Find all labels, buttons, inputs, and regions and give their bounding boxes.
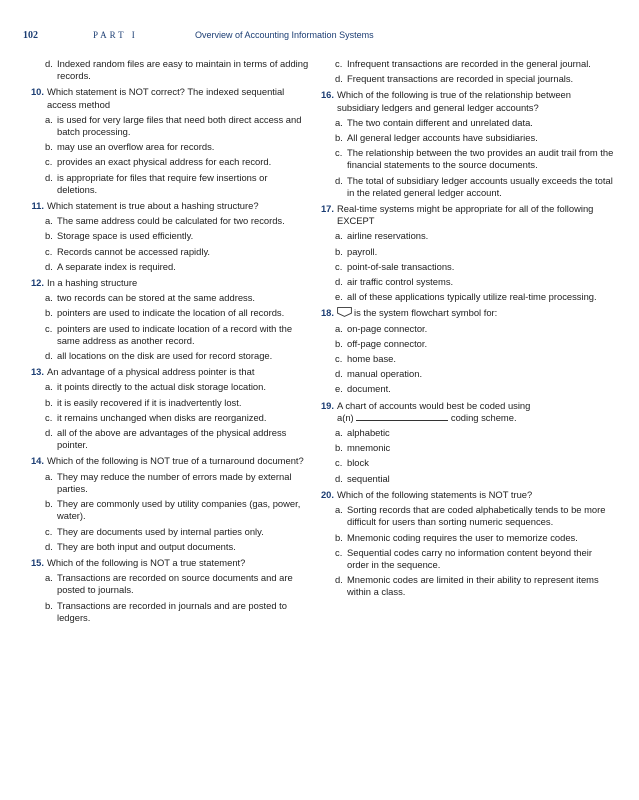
option-letter: c. <box>45 322 53 334</box>
option-text: home base. <box>347 353 396 365</box>
option-letter: b. <box>45 230 53 242</box>
option-letter: a. <box>45 381 53 393</box>
question-number: 14. <box>30 455 44 467</box>
question <box>313 489 615 501</box>
answer-option <box>313 368 615 380</box>
answer-option <box>313 473 615 485</box>
answer-option <box>313 338 615 350</box>
answer-option <box>313 230 615 242</box>
question-number: 16. <box>320 89 334 101</box>
option-text: two records can be stored at the same address. <box>57 292 256 304</box>
option-letter: c. <box>335 457 343 469</box>
option-text: The two contain different and unrelated data. <box>347 116 533 128</box>
option-letter: d. <box>45 58 53 69</box>
answer-option <box>23 541 310 553</box>
question <box>23 455 310 467</box>
option-text: air traffic control systems. <box>347 276 454 288</box>
answer-option <box>23 323 310 347</box>
question-text-suffix: coding scheme. <box>450 411 517 423</box>
option-text: Mnemonic codes are limited in their ability to represent items within a class. <box>347 574 599 598</box>
option-letter: d. <box>45 427 53 439</box>
right-column <box>313 58 615 602</box>
option-text: point-of-sale transactions. <box>347 260 455 272</box>
question-number: 15. <box>30 556 44 568</box>
question-text-prefix: a(n) <box>337 411 354 423</box>
option-letter: c. <box>45 245 53 257</box>
option-text: The total of subsidiary ledger accounts usually exceeds the total in the related general ledger account. <box>347 174 613 198</box>
option-letter: e. <box>335 383 343 395</box>
answer-option <box>313 353 615 365</box>
left-column <box>23 58 310 627</box>
option-letter: c. <box>335 353 343 365</box>
answer-option <box>23 572 310 596</box>
option-text: payroll. <box>347 245 378 257</box>
answer-option <box>313 58 615 70</box>
answer-option <box>23 381 310 393</box>
option-letter: c. <box>335 147 343 159</box>
option-letter: c. <box>45 156 53 168</box>
option-text: off-page connector. <box>347 337 428 349</box>
answer-option <box>23 526 310 538</box>
question-number: 11. <box>31 200 44 212</box>
question-text: In a hashing structure <box>47 277 138 289</box>
option-letter: d. <box>335 472 343 484</box>
answer-option <box>313 175 615 199</box>
option-letter: c. <box>335 546 343 558</box>
option-letter: b. <box>45 599 53 611</box>
option-letter: d. <box>335 574 343 586</box>
option-letter: b. <box>45 396 53 408</box>
question-text: An advantage of a physical address pointer is that <box>47 366 255 378</box>
option-letter: d. <box>335 174 343 186</box>
option-letter: b. <box>335 245 343 257</box>
option-letter: a. <box>335 504 343 516</box>
answer-option <box>23 114 310 138</box>
option-letter: a. <box>45 215 53 227</box>
option-text: is appropriate for files that require few insertions or deletions. <box>57 171 268 195</box>
option-text: Storage space is used efficiently. <box>57 230 194 242</box>
option-text: document. <box>347 383 391 395</box>
question-text: A chart of accounts would best be coded using <box>337 399 531 411</box>
option-text: The same address could be calculated for two records. <box>57 215 285 227</box>
option-text: it remains unchanged when disks are reorganized. <box>57 411 267 423</box>
fill-in-blank <box>356 412 448 421</box>
option-text: Records cannot be accessed rapidly. <box>57 245 211 257</box>
option-text: airline reservations. <box>347 230 429 242</box>
answer-option <box>23 172 310 196</box>
answer-option <box>23 292 310 304</box>
option-letter: a. <box>45 113 53 125</box>
option-text: may use an overflow area for records. <box>57 141 215 153</box>
answer-option <box>313 276 615 288</box>
option-letter: b. <box>335 132 343 144</box>
answer-option <box>313 147 615 171</box>
answer-option <box>313 132 615 144</box>
option-text: They are documents used by internal parties only. <box>57 525 264 537</box>
question <box>23 557 310 569</box>
question <box>313 307 615 319</box>
answer-option <box>23 498 310 522</box>
answer-option <box>23 246 310 258</box>
option-letter: a. <box>335 427 343 439</box>
option-letter: b. <box>45 141 53 153</box>
option-text: all of the above are advantages of the physical address pointer. <box>57 427 287 451</box>
answer-option <box>313 291 615 303</box>
answer-option <box>313 323 615 335</box>
answer-option <box>313 574 615 598</box>
answer-option <box>313 117 615 129</box>
question <box>23 86 310 110</box>
option-text: Mnemonic coding requires the user to memorize codes. <box>347 531 578 543</box>
option-text: Frequent transactions are recorded in special journals. <box>347 73 574 85</box>
answer-option <box>23 156 310 168</box>
question-text: Which of the following statements is NOT true? <box>337 488 533 500</box>
option-letter: c. <box>45 411 53 423</box>
question-number: 20. <box>320 488 334 500</box>
option-text: provides an exact physical address for each record. <box>57 156 272 168</box>
question-text: Which of the following is NOT a true statement? <box>47 556 246 568</box>
answer-option <box>23 350 310 362</box>
answer-option <box>23 471 310 495</box>
option-text: it points directly to the actual disk storage location. <box>57 381 266 393</box>
option-letter: a. <box>335 116 343 128</box>
question-number: 19. <box>320 399 334 411</box>
option-text: Transactions are recorded on source documents and are posted to journals. <box>57 572 293 596</box>
option-text: pointers are used to indicate the location of all records. <box>57 307 285 319</box>
option-text: Sequential codes carry no information content beyond their order in the sequence. <box>347 546 592 570</box>
option-text: mnemonic <box>347 442 391 454</box>
option-letter: b. <box>335 442 343 454</box>
question-number: 17. <box>320 203 334 215</box>
option-letter: a. <box>335 230 343 242</box>
option-letter: d. <box>335 73 343 85</box>
answer-option <box>313 73 615 85</box>
option-text: all of these applications typically utilize real-time processing. <box>347 291 597 303</box>
option-letter: b. <box>335 337 343 349</box>
answer-option <box>313 383 615 395</box>
option-letter: a. <box>45 572 53 584</box>
option-text: is used for very large files that need both direct access and batch processing. <box>57 113 302 138</box>
option-letter: d. <box>45 260 53 272</box>
answer-option <box>23 412 310 424</box>
question-text: Which of the following is NOT true of a turnaround document? <box>47 455 304 467</box>
question-text: Which of the following is true of the relationship between subsidiary ledgers and general ledger accounts? <box>337 89 571 113</box>
question-number: 12. <box>30 277 44 289</box>
option-text: They are both input and output documents. <box>57 540 236 552</box>
option-text: They may reduce the number of errors made by external parties. <box>57 470 292 494</box>
question-text: is the system flowchart symbol for: <box>354 307 498 319</box>
answer-option <box>23 141 310 153</box>
answer-option <box>313 504 615 528</box>
option-letter: d. <box>335 276 343 288</box>
answer-option <box>313 457 615 469</box>
option-text: They are commonly used by utility companies (gas, power, water). <box>57 498 301 522</box>
option-text: block <box>347 457 369 469</box>
option-letter: a. <box>335 322 343 334</box>
option-letter: d. <box>45 171 53 183</box>
question-number: 13. <box>30 366 44 378</box>
answer-option <box>23 58 310 82</box>
option-letter: c. <box>335 58 343 69</box>
question-text: Which statement is true about a hashing structure? <box>47 200 259 212</box>
option-letter: d. <box>45 350 53 362</box>
question-text: Which statement is NOT correct? The indexed sequential access method <box>47 86 285 110</box>
answer-option <box>23 397 310 409</box>
question <box>23 366 310 378</box>
option-text: Sorting records that are coded alphabetically tends to be more difficult for users than sorting numeric sequences. <box>347 504 606 528</box>
answer-option <box>313 261 615 273</box>
answer-option <box>313 547 615 571</box>
option-letter: b. <box>335 531 343 543</box>
answer-option <box>23 427 310 451</box>
question <box>23 277 310 289</box>
answer-option <box>23 307 310 319</box>
option-letter: a. <box>45 292 53 304</box>
option-text: all locations on the disk are used for record storage. <box>57 350 273 362</box>
page-header <box>23 30 623 44</box>
question-text: Real-time systems might be appropriate for all of the following EXCEPT <box>337 203 594 227</box>
answer-option <box>313 442 615 454</box>
question-number: 10. <box>30 86 44 98</box>
answer-option <box>313 427 615 439</box>
answer-option <box>313 532 615 544</box>
option-text: on-page connector. <box>347 322 428 334</box>
option-letter: c. <box>335 260 343 272</box>
option-text: alphabetic <box>347 427 390 439</box>
answer-option <box>23 230 310 242</box>
option-text: A separate index is required. <box>57 260 176 272</box>
answer-option <box>23 261 310 273</box>
answer-option <box>313 246 615 258</box>
option-letter: a. <box>45 470 53 482</box>
question <box>313 89 615 113</box>
question <box>313 203 615 227</box>
answer-option <box>23 600 310 624</box>
option-text: it is easily recovered if it is inadvertently lost. <box>57 396 242 408</box>
question <box>23 200 310 212</box>
option-letter: d. <box>335 368 343 380</box>
part-label: PART I <box>93 30 138 40</box>
option-letter: d. <box>45 540 53 552</box>
option-letter: e. <box>335 291 343 303</box>
option-text: Infrequent transactions are recorded in the general journal. <box>347 58 591 69</box>
question-number: 18. <box>320 307 334 319</box>
answer-option <box>23 215 310 227</box>
question <box>313 400 615 424</box>
option-letter: c. <box>45 525 53 537</box>
chapter-title: Overview of Accounting Information Systems <box>195 30 374 40</box>
flowchart-symbol-icon <box>337 307 352 317</box>
option-letter: b. <box>45 498 53 510</box>
option-text: Indexed random files are easy to maintain in terms of adding records. <box>57 58 309 82</box>
option-text: The relationship between the two provides an audit trail from the financial statements to the source documents. <box>347 147 614 171</box>
option-letter: b. <box>45 307 53 319</box>
option-text: pointers are used to indicate location of a record with the same address as another record. <box>57 322 293 346</box>
option-text: manual operation. <box>347 368 423 380</box>
option-text: All general ledger accounts have subsidiaries. <box>347 132 538 144</box>
option-text: sequential <box>347 472 390 484</box>
page-number: 102 <box>23 30 38 41</box>
option-text: Transactions are recorded in journals and are posted to ledgers. <box>57 599 287 623</box>
